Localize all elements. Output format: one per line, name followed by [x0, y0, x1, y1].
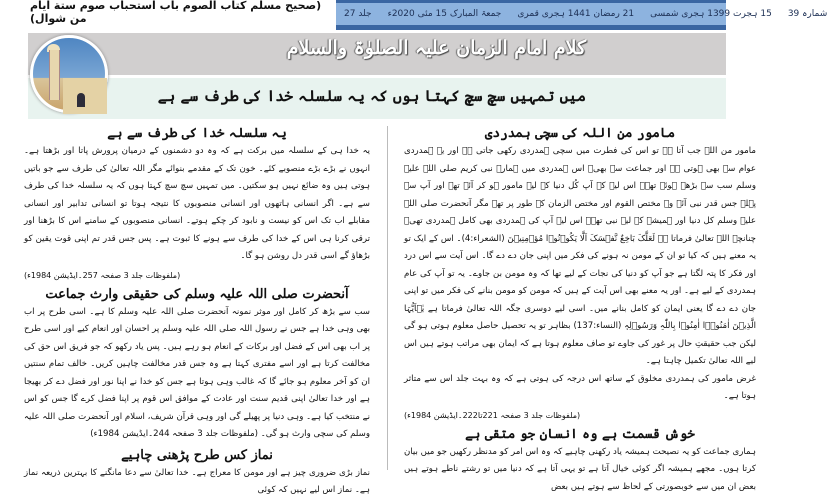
- article-body: نماز بڑی ضروری چیز ہے اور مومن کا معراج ہے۔ خدا تعالیٰ سے دعا مانگنے کا بہترین ذریعہ نماز ہے۔ نماز اس لیے نہیں کہ کوئی: [24, 467, 370, 495]
- mosque-building: [63, 78, 107, 114]
- article-reference: [404, 408, 756, 423]
- mosque-emblem-icon: [30, 35, 108, 113]
- article-body: ہماری جماعت کو یہ نصیحت ہمیشہ یاد رکھنی چاہیے کہ وہ اس امر کو مدنظر رکھیں جو میں بیان کرتا ہوں۔ مجھے ہمیشہ اگر کوئی خیال آتا ہے تو یہی آتا ہے کہ دنیا میں تو رشتے ناطے ہوتے ہیں بعض ان میں سے خوبصورتی کے لحاظ سے ہوتے ہیں بعض: [404, 446, 756, 492]
- reference-text: (ملفوظات جلد 3 صفحہ 257۔ایڈیشن 1984ء): [24, 270, 181, 280]
- article-body: غرض مامور کی ہمدردی مخلوق کے ساتھ اس درجہ کی ہوتی ہے کہ وہ بہت جلد اس سے متاثر ہوتا ہے۔: [404, 373, 756, 401]
- article-heading: نماز کس طرح پڑھنی چاہیے: [121, 447, 273, 463]
- right-column: [404, 122, 756, 496]
- article-heading: خوش قسمت ہے وہ انسان جو متقی ہے: [465, 426, 695, 442]
- banner-subtitle: میں تمہیں سچ سچ کہتا ہوں کہ یہ سلسلہ خدا کی طرف سے ہے: [157, 87, 586, 105]
- mosque-door: [77, 93, 85, 107]
- issue-info-bar: [336, 0, 828, 30]
- gregorian-date: جمعۃ المبارک 15 مئی 2020ء: [387, 9, 502, 19]
- hijri-lunar-date: 21 رمضان 1441 ہجری قمری: [517, 9, 635, 19]
- left-column: [24, 122, 370, 500]
- article-reference: [24, 268, 370, 283]
- banner-title: کلام امام الزمان علیہ الصلوٰۃ والسلام: [286, 37, 586, 59]
- issue-info-strip: [336, 3, 828, 25]
- article-heading: آنحضرت صلی اللہ علیہ وسلم کی حقیقی وارث جماعت: [45, 286, 349, 302]
- article-body: یہ خدا ہی کے سلسلہ میں برکت ہے کہ وہ دو دشمنوں کے درمیان پرورش پاتا اور بڑھتا ہے۔ انہوں نے بڑے بڑے منصوبے کئے۔ خون تک کے مقدمے بنوائے مگر اللہ تعالیٰ کی طرف سے جو باتیں ہوتی ہیں وہ ضائع نہیں ہو سکتیں۔ میں تمہیں سچ سچ کہتا ہوں کہ یہ سلسلہ خدا کی طرف سے ہے۔ اگر انسانی ہاتھوں اور انسانی منصوبوں کا نتیجہ ہوتا تو انسانی تدابیر اور انسانی مقابلے اب تک اس کو نیست و نابود کر چکے ہوتے۔ انسانی منصوبوں کے سامنے اس کا بڑھنا اور ترقی کرنا ہی اس کے خدا کی طرف سے ہونے کا ثبوت ہے۔ پس جس قدر تم اپنی قوت یقین کو بڑھاؤ گے اسی قدر دل روشن ہو گا۔: [24, 146, 370, 261]
- hijri-solar-date: 15 ہجرت 1399 ہجری شمسی: [650, 9, 772, 19]
- article-heading: یہ سلسلہ خدا کی طرف سے ہے: [107, 126, 287, 141]
- article-body: مامور من اللہ جب آتا ہے تو اس کی فطرت میں سچی ہمدردی رکھی جاتی ہے اور یہ ہمدردی عوام سے بھی ہوتی ہے اور جماعت سے بھی۔ اس ہمدردی میں ہمارے نبی کریم صلی اللہ علیہ وسلم سب سے بڑھے ہوئے تھے۔ اس لیے کہ آپ کُل دنیا کے لیے مامور ہو کر آئے تھے اور آپ سے پہلے جس قدر نبی آئے وہ مختص القوم اور مختص الزمان کے طور پر تھے مگر آنحضرت صلی اللہ علیہ وسلم کل دنیا اور ہمیشہ کے لیے نبی تھے۔ اس لیے آپ کی ہمدردی بھی کامل ہمدردی تھی۔ چنانچہ اللہ تعالیٰ فرماتا ہے لَعَلَّکَ بَاخِعٌ نَّفۡسَکَ اَلَّا یَکُوۡنُوۡا مُؤۡمِنِیۡنَ (الشعراء:4)۔ اس کے ایک تو یہ معنے ہیں کہ کیا تو ان کے مومن نہ ہونے کی فکر میں اپنی جان دے دے گا۔ اس آیت سے اس درد اور فکر کا پتہ لگتا ہے جو آپ کو دنیا کی نجات کے لیے تھا کہ وہ مومن بن جاوے۔ یہ تو آپ کی عام ہمدردی کے لیے ہے۔ اور یہ معنے بھی اس آیت کے ہیں کہ مومن کو مومن بنانے کی فکر میں تو اپنی جان دے دے گا یعنی ایمان کو کامل بنانے میں۔ اسی لیے دوسری جگہ اللہ تعالیٰ فرماتا ہے یٰۤاَیُّہَا الَّذِیۡنَ اٰمَنُوۡۤا اٰمِنُوۡا بِاللّٰہِ وَرَسُوۡلِہٖ (النساء:137) بظاہر تو یہ تحصیل حاصل معلوم ہوتی ہو گی لیکن جب حقیقتِ حال پر غور کی جاوے تو صاف معلوم ہوتا ہے کہ ایمان بھی مراتب ہوتے ہیں اس لیے اللہ تعالیٰ تکمیل چاہتا ہے۔: [404, 146, 756, 366]
- article-heading: مامور من اللہ کی سچی ہمدردی: [484, 126, 676, 141]
- reference-text: (ملفوظات جلد 3 صفحہ 221تا222۔ایڈیشن 1984ء): [404, 410, 581, 420]
- citation-text: (صحیح مسلم کتاب الصوم باب استحباب صوم ستة ایام من شوال): [30, 0, 322, 25]
- minaret: [49, 50, 60, 100]
- info-bar-rule: [336, 27, 726, 30]
- issue-number: شمارہ 39: [787, 9, 828, 19]
- section-banner: [28, 33, 726, 119]
- column-divider: [387, 126, 388, 470]
- top-citation: [30, 0, 330, 24]
- article-body: سب سے بڑھ کر کامل اور موثر نمونہ آنحضرت صلی اللہ علیہ وسلم کا ہے۔ اسی طرح پر اب بھی وہی خدا ہے جس نے رسول اللہ صلی اللہ علیہ وسلم پر احسان اور انعام کیے اور اسی طرح پر اب بھی اس کے فضل اور برکات کے انعام ہو رہے ہیں۔ پس یاد رکھو کہ جو فریق اس حق کی مخالفت کرتا ہے اور اسے مفتری کہتا ہے وہ جس قدر مخالفت چاہیں کریں۔ خالف تمام سنتیں ان کو آخر معلوم ہو جائے گا کہ غالب وہی ہوتا ہے جس کو خدا نے اپنا نور اور فضل دے کر بھیجا ہے اور خدا تعالیٰ اپنی قدیم سنت اور عادت کے موافق اس قوم پر اپنا فضل کرے گا جس کو اس نے منتخب کیا ہے۔ وہی دنیا پر پھیلے گی اور وہی قرآن شریف، اسلام اور آنحضرت صلی اللہ علیہ وسلم کی سچی وارث ہو گی۔ (ملفوظات جلد 3 صفحہ 244۔ایڈیشن 1984ء): [24, 306, 370, 439]
- volume-label: جلد 27: [344, 9, 372, 19]
